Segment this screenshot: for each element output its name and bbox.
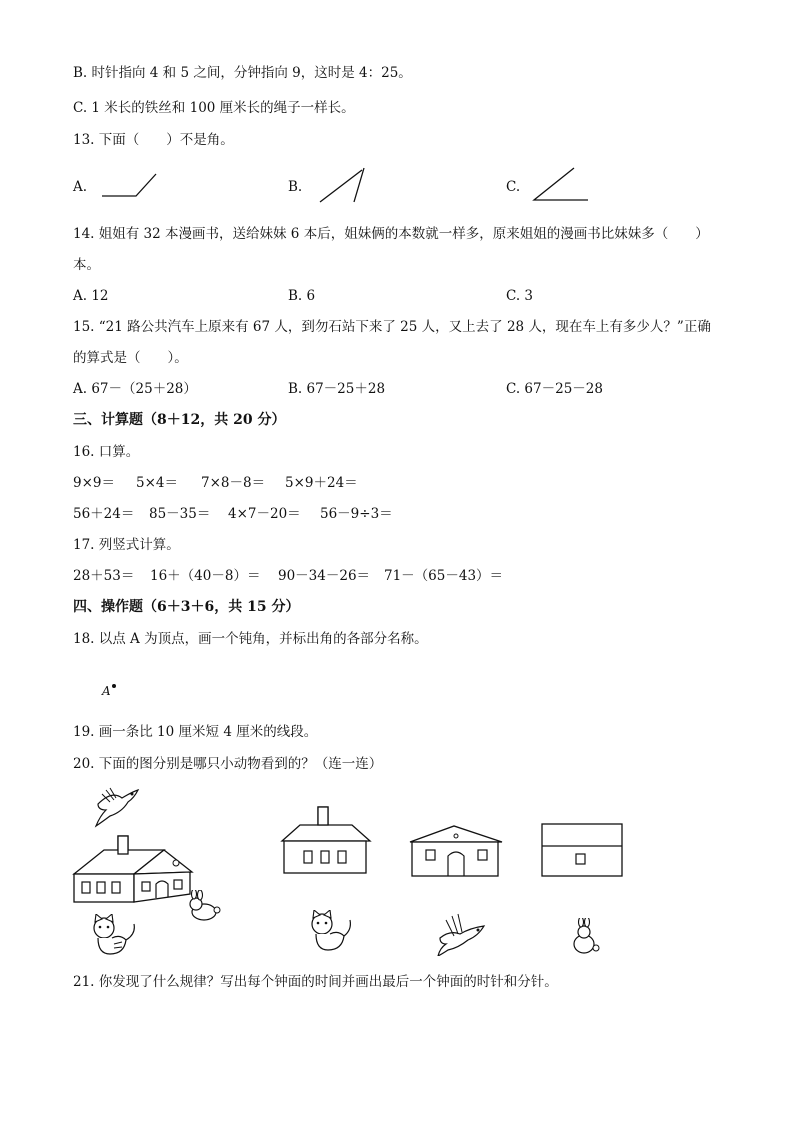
q16-item: 5×9＋24＝	[285, 475, 358, 491]
q16-item: 85－35＝	[149, 506, 211, 522]
q13-option-c-label: C.	[506, 179, 521, 195]
q16-item: 4×7－20＝	[228, 506, 301, 522]
cat-icon	[90, 914, 140, 958]
cat-icon	[308, 910, 354, 954]
broken-line-icon	[100, 170, 160, 200]
question-20: 20. 下面的图分别是哪只小动物看到的？（连一连）	[73, 756, 383, 772]
q15-option-c: C. 67－25－28	[506, 381, 603, 397]
q13-figure-b	[316, 166, 370, 206]
view-top	[540, 822, 624, 878]
section-3-heading: 三、计算题（8＋12，共 20 分）	[73, 412, 286, 428]
q17-item: 16＋（40－8）＝	[150, 568, 261, 584]
question-18: 18. 以点 A 为顶点，画一个钝角，并标出角的各部分名称。	[73, 631, 428, 647]
q13-option-a-label: A.	[73, 179, 88, 195]
question-15-line1: 15. “21 路公共汽车上原来有 67 人，到勿石站下来了 25 人，又上去了 28 人，现在车上有多少人？”正确	[73, 319, 711, 335]
q14-option-b: B. 6	[288, 288, 316, 304]
angle-icon	[532, 166, 592, 204]
question-14-line2: 本。	[73, 257, 100, 273]
q15-option-a: A. 67－（25＋28）	[73, 381, 197, 397]
q13-option-b-label: B.	[288, 179, 303, 195]
question-15-line2: 的算式是（ ）。	[73, 350, 188, 366]
q17-item: 28＋53＝	[73, 568, 135, 584]
bird-icon	[436, 912, 488, 956]
q16-item: 56－9÷3＝	[320, 506, 393, 522]
point-a-dot	[111, 683, 117, 689]
view-side	[408, 822, 504, 878]
view-front	[280, 805, 372, 875]
option-c-line: C. 1 米长的铁丝和 100 厘米长的绳子一样长。	[73, 100, 355, 116]
q17-item: 90－34－26＝	[278, 568, 371, 584]
question-14-line1: 14. 姐姐有 32 本漫画书，送给妹妹 6 本后，姐妹俩的本数就一样多，原来姐姐的漫画书比妹妹多（ ）	[73, 226, 709, 242]
bird-icon	[92, 784, 142, 828]
q15-option-b: B. 67－25＋28	[288, 381, 386, 397]
question-13: 13. 下面（ ）不是角。	[73, 132, 234, 148]
q13-figure-c	[532, 166, 592, 204]
q16-item: 9×9＝	[73, 475, 115, 491]
question-19: 19. 画一条比 10 厘米短 4 厘米的线段。	[73, 724, 318, 740]
rabbit-icon	[186, 890, 222, 924]
q16-item: 7×8－8＝	[201, 475, 266, 491]
rabbit-icon	[566, 918, 602, 956]
q16-item: 5×4＝	[136, 475, 178, 491]
section-4-heading: 四、操作题（6＋3＋6，共 15 分）	[73, 599, 300, 615]
question-16: 16. 口算。	[73, 444, 140, 460]
open-lines-icon	[316, 166, 370, 206]
question-21: 21. 你发现了什么规律？写出每个钟面的时间并画出最后一个钟面的时针和分针。	[73, 974, 558, 990]
q14-option-a: A. 12	[73, 288, 109, 304]
q14-option-c: C. 3	[506, 288, 534, 304]
q17-item: 71－（65－43）＝	[384, 568, 504, 584]
option-b-line: B. 时针指向 4 和 5 之间，分钟指向 9，这时是 4：25。	[73, 65, 412, 81]
q13-figure-a	[100, 170, 160, 200]
house-3d	[72, 832, 196, 906]
point-a-label: A	[102, 684, 111, 698]
q16-item: 56＋24＝	[73, 506, 135, 522]
question-17: 17. 列竖式计算。	[73, 537, 180, 553]
